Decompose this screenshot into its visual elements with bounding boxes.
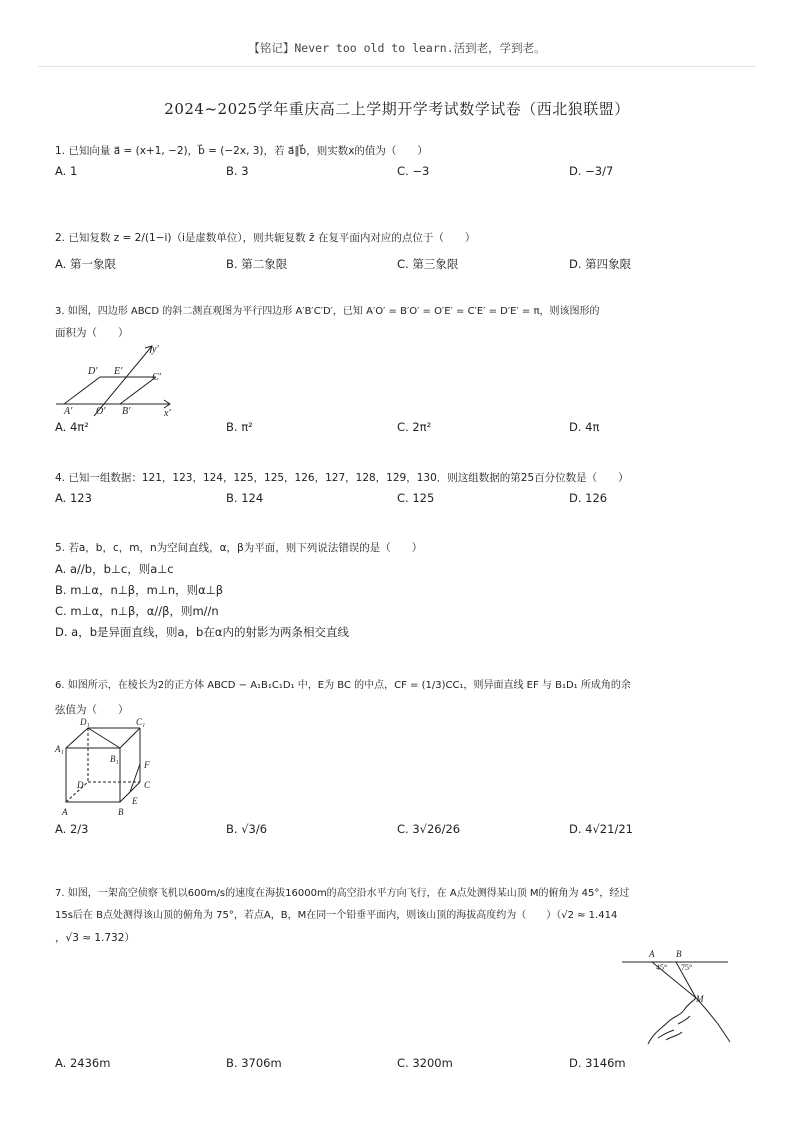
label-b: B′ [122, 406, 131, 416]
question-1-stem: 1. 已知向量 a⃗ = (x+1, −2)，b⃗ = (−2x, 3)，若 a⃗∥b⃗，则实数x的值为（ ） [55, 145, 428, 157]
label-x-axis: x′ [164, 408, 171, 416]
label-a: A [649, 949, 655, 959]
question-6-option-d: D. 4√21/21 [569, 822, 633, 836]
question-2-option-a: A. 第一象限 [55, 257, 116, 271]
label-d: D [77, 780, 84, 790]
question-5-option-d: D. a，b是异面直线，则a，b在α内的射影为两条相交直线 [55, 625, 349, 639]
label-o: O′ [96, 406, 106, 416]
question-7-option-a: A. 2436m [55, 1056, 111, 1070]
question-6-cube-figure [52, 716, 162, 820]
question-6-stem-line-2: 弦值为（ ） [55, 704, 129, 716]
label-c1: C₁ [136, 717, 146, 727]
question-2-option-d: D. 第四象限 [569, 257, 632, 271]
question-6-option-c: C. 3√26/26 [397, 822, 461, 836]
label-angle-45: 45° [656, 963, 668, 972]
label-b: B [676, 949, 682, 959]
question-1-option-c: C. −3 [397, 164, 430, 178]
label-e: E [132, 796, 138, 806]
question-6-option-b: B. √3/6 [226, 822, 268, 836]
question-3-option-c: C. 2π² [397, 420, 432, 434]
question-7-option-b: B. 3706m [226, 1056, 282, 1070]
label-a: A [62, 807, 68, 817]
label-angle-75: 75° [681, 963, 693, 972]
question-5-option-b: B. m⊥α，n⊥β，m⊥n，则α⊥β [55, 583, 224, 597]
question-7-stem-line-2: 15s后在 B点处测得该山顶的俯角为 75°，若点A，B，M在同一个铅垂平面内，则该山顶的海拔高度约为（ ）（√2 ≈ 1.414 [55, 910, 618, 921]
question-3-stem-line-1: 3. 如图，四边形 ABCD 的斜二测直观图为平行四边形 A′B′C′D′，已知 A′O′ = B′O′ = O′E′ = C′E′ = D′E′ = π，则该图形的 [55, 306, 600, 317]
question-5-option-c: C. m⊥α，n⊥β，α//β，则m//n [55, 604, 219, 618]
question-6-stem-line-1: 6. 如图所示，在棱长为2的正方体 ABCD − A₁B₁C₁D₁ 中，E为 BC 的中点，CF = (1/3)CC₁，则异面直线 EF 与 B₁D₁ 所成角的余 [55, 680, 631, 691]
question-4-stem: 4. 已知一组数据：121，123，124，125，125，126，127，128，129，130．则这组数据的第25百分位数是（ ） [55, 472, 629, 484]
question-4-option-b: B. 124 [226, 491, 264, 505]
label-b1: B₁ [110, 754, 119, 764]
question-4-option-c: C. 125 [397, 491, 435, 505]
label-d: D′ [88, 366, 98, 377]
label-y-axis: y′ [152, 344, 159, 355]
label-e: E′ [114, 366, 123, 377]
question-7-mountain-figure [618, 944, 734, 1048]
question-2-option-b: B. 第二象限 [226, 257, 288, 271]
question-1-option-d: D. −3/7 [569, 164, 614, 178]
question-3-stem-line-2: 面积为（ ） [55, 327, 129, 339]
question-1-option-a: A. 1 [55, 164, 78, 178]
question-7-stem-line-3: ，√3 ≈ 1.732） [55, 932, 135, 944]
page-title: 2024~2025学年重庆高二上学期开学考试数学试卷（西北狼联盟） [164, 100, 630, 118]
question-5-stem: 5. 若a，b，c，m，n为空间直线，α，β为平面，则下列说法错误的是（ ） [55, 542, 423, 554]
question-7-option-c: C. 3200m [397, 1056, 453, 1070]
label-c: C′ [152, 372, 161, 383]
label-f: F [144, 760, 150, 770]
label-m: M [696, 994, 704, 1004]
header-divider [38, 66, 756, 67]
label-a1: A₁ [55, 744, 64, 754]
question-5-option-a: A. a//b，b⊥c，则a⊥c [55, 562, 174, 576]
label-c: C [144, 780, 151, 790]
question-3-parallelogram-figure [52, 340, 182, 416]
label-d1: D₁ [80, 717, 90, 727]
page-header: 【铭记】Never too old to learn.活到老，学到老。 [248, 41, 546, 55]
question-7-stem-line-1: 7. 如图，一架高空侦察飞机以600m/s的速度在海拔16000m的高空沿水平方向飞行，在 A点处测得某山顶 M的俯角为 45°，经过 [55, 888, 630, 899]
label-b: B [118, 807, 124, 817]
question-2-stem: 2. 已知复数 z = 2/(1−i)（i是虚数单位），则共轭复数 z̄ 在复平面内对应的点位于（ ） [55, 232, 476, 244]
question-3-option-a: A. 4π² [55, 420, 89, 434]
question-3-option-d: D. 4π [569, 420, 600, 434]
label-a: A′ [64, 406, 73, 416]
question-7-option-d: D. 3146m [569, 1056, 626, 1070]
question-3-option-b: B. π² [226, 420, 253, 434]
question-6-option-a: A. 2/3 [55, 822, 89, 836]
question-1-option-b: B. 3 [226, 164, 249, 178]
question-2-option-c: C. 第三象限 [397, 257, 459, 271]
question-4-option-a: A. 123 [55, 491, 92, 505]
question-4-option-d: D. 126 [569, 491, 608, 505]
